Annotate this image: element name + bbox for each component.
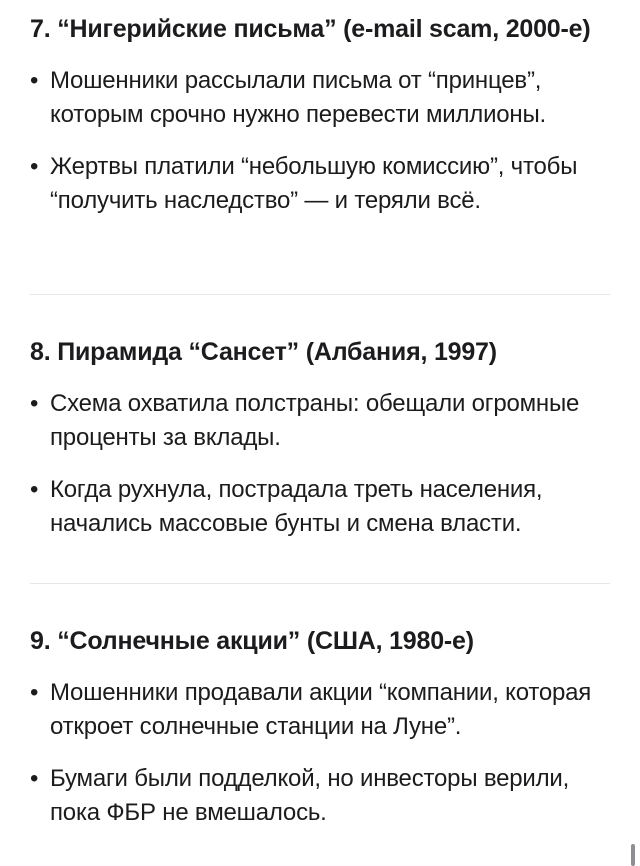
section-divider	[30, 583, 610, 584]
bullet-list	[30, 387, 610, 541]
list-item	[30, 150, 610, 218]
section-8	[30, 335, 610, 541]
list-item	[30, 676, 610, 744]
bullet-list	[30, 676, 610, 830]
list-item	[30, 64, 610, 132]
section-heading: 7. “Нигерийские письма” (e-mail scam, 2000-е)	[30, 15, 591, 43]
bullet-icon: •	[30, 476, 39, 503]
bullet-text: Схема охватила полстраны: обещали огромные проценты за вклады.	[50, 390, 580, 451]
section-divider	[30, 294, 610, 295]
scrollbar-thumb[interactable]	[631, 844, 635, 866]
bullet-text: Мошенники продавали акции “компании, которая откроет солнечные станции на Луне”.	[50, 679, 592, 740]
bullet-icon: •	[30, 390, 39, 417]
section-heading: 9. “Солнечные акции” (США, 1980-е)	[30, 627, 474, 655]
bullet-text: Жертвы платили “небольшую комиссию”, чтобы “получить наследство” — и теряли всё.	[50, 153, 578, 214]
bullet-icon: •	[30, 153, 39, 180]
section-7	[30, 12, 610, 218]
bullet-text: Бумаги были подделкой, но инвесторы верили, пока ФБР не вмешалось.	[50, 765, 570, 826]
list-item	[30, 387, 610, 455]
section-9	[30, 624, 610, 830]
bullet-text: Мошенники рассылали письма от “принцев”, которым срочно нужно перевести миллионы.	[50, 67, 546, 128]
bullet-icon: •	[30, 765, 39, 792]
bullet-icon: •	[30, 679, 39, 706]
bullet-text: Когда рухнула, пострадала треть населения, начались массовые бунты и смена власти.	[50, 476, 543, 537]
bullet-list	[30, 64, 610, 218]
list-item	[30, 762, 610, 830]
bullet-icon: •	[30, 67, 39, 94]
list-item	[30, 473, 610, 541]
section-heading: 8. Пирамида “Сансет” (Албания, 1997)	[30, 338, 497, 366]
